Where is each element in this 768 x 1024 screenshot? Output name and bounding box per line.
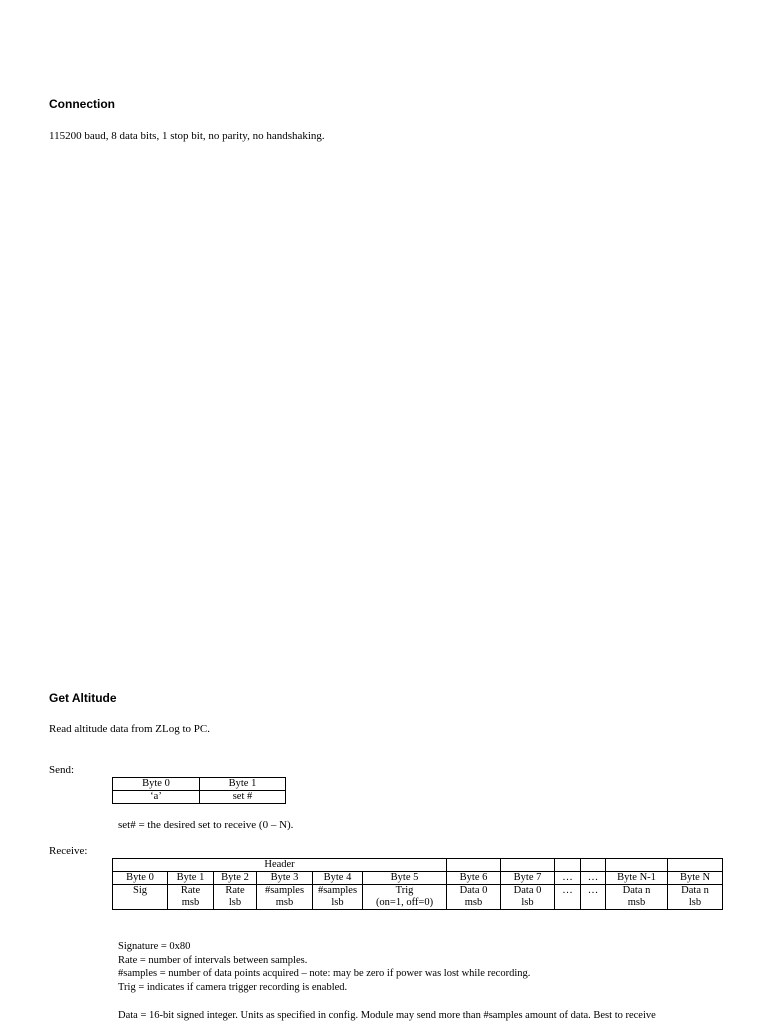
table-cell: … [555,872,581,885]
table-cell: Byte 2 [214,872,257,885]
field-line-1: … [587,885,599,896]
field-line-1: Sig [132,885,147,896]
field-line-2: lsb [331,897,344,908]
table-cell [501,885,555,910]
table-cell [668,885,723,910]
field-line-1: Data 0 [459,885,488,896]
send-table [112,777,286,804]
samples-note: #samples = number of data points acquired – note: may be zero if power was lost while recording. [118,968,531,980]
table-cell [257,885,313,910]
field-line-1: #samples [317,885,358,896]
table-cell [113,885,168,910]
receive-table-header-row [113,872,723,885]
table-cell [214,885,257,910]
field-line-2: lsb [521,897,534,908]
table-cell: Byte 4 [313,872,363,885]
table-cell: Byte N-1 [606,872,668,885]
rate-note: Rate = number of intervals between samples. [118,954,308,966]
field-line-1: Data n [681,885,709,896]
header-group-cell: Header [113,859,447,872]
connection-heading: Connection [49,97,115,111]
receive-label: Receive: [49,845,88,857]
table-cell [447,859,501,872]
field-line-2 [114,897,166,909]
field-line-2: lsb [688,897,702,908]
table-cell [581,885,606,910]
signature-note: Signature = 0x80 [118,941,191,952]
receive-table-field-row [113,885,723,910]
send-table-header-row [113,778,286,791]
table-cell: Byte 0 [113,872,168,885]
table-cell [668,859,723,872]
table-cell [581,859,606,872]
table-cell: Byte 7 [501,872,555,885]
table-cell [555,859,581,872]
table-cell: Byte 6 [447,872,501,885]
table-cell: Byte 3 [257,872,313,885]
field-line-2: lsb [228,897,242,908]
field-line-2: msb [627,897,646,908]
get-altitude-intro: Read altitude data from ZLog to PC. [49,723,210,735]
table-cell [168,885,214,910]
send-table-value-row [113,791,286,804]
get-altitude-heading: Get Altitude [49,691,117,705]
field-line-1: Rate [180,885,201,896]
field-line-1: Trig [395,885,414,896]
field-line-2: (on=1, off=0) [375,897,434,908]
field-line-1: Data 0 [513,885,542,896]
send-label: Send: [49,764,75,776]
receive-notes [118,940,530,995]
table-cell [313,885,363,910]
table-cell: ‘a’ [113,791,200,804]
connection-text: 115200 baud, 8 data bits, 1 stop bit, no parity, no handshaking. [49,130,325,142]
table-cell: Byte 1 [168,872,214,885]
table-cell [501,859,555,872]
field-line-1: #samples [264,885,305,896]
trig-note: Trig = indicates if camera trigger recording is enabled. [118,982,348,994]
field-line-1: … [562,885,573,896]
send-note: set# = the desired set to receive (0 – N). [118,819,294,831]
field-line-2: msb [464,897,483,908]
field-line-2 [556,897,579,909]
table-cell [555,885,581,910]
table-cell [606,859,668,872]
table-cell: Byte 1 [200,778,286,791]
table-cell: Byte 5 [363,872,447,885]
table-cell [606,885,668,910]
field-line-2 [582,897,604,909]
table-cell: … [581,872,606,885]
field-line-1: Rate [225,885,245,896]
field-line-2: msb [275,897,294,908]
table-cell [363,885,447,910]
field-line-2: msb [181,897,200,908]
table-cell: Byte N [668,872,723,885]
data-note: Data = 16-bit signed integer. Units as specified in config. Module may send more than #samples amount of data. Best to receive [118,1010,656,1021]
table-cell [447,885,501,910]
receive-table [112,858,723,910]
field-line-1: Data n [622,885,651,896]
table-cell: set # [200,791,286,804]
receive-table-group-row [113,859,723,872]
table-cell: Byte 0 [113,778,200,791]
